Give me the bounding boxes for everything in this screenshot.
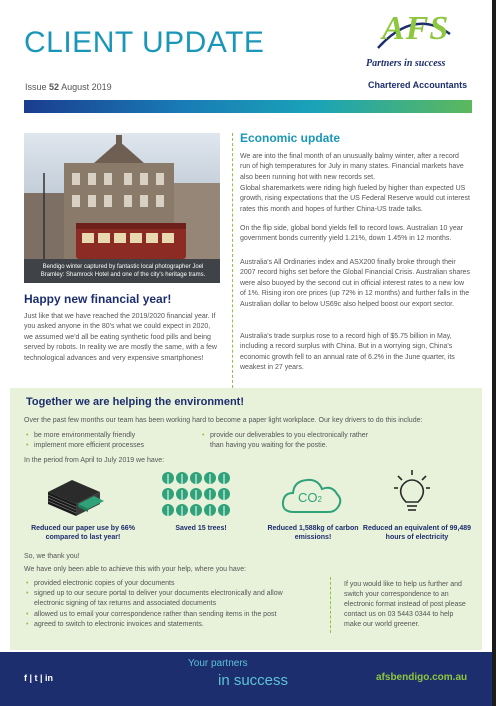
stat-electricity: Reduced an equivalent of 99,489 hours of electricity [362, 525, 472, 541]
footer-slogan-top: Your partners [188, 658, 248, 669]
help-item: • provided electronic copies of your documents [34, 579, 314, 589]
stat-trees: Saved 15 trees! [175, 525, 227, 532]
driver-item: • implement more efficient processes [34, 441, 144, 451]
environment-heading: Together we are helping the environment! [26, 396, 244, 408]
economic-update-heading: Economic update [240, 131, 341, 145]
photo-caption: Bendigo winter captured by fantastic local photographer Joel Bramley: Shamrock Hotel and one of the city's heritage trams. [40, 264, 206, 278]
economic-paragraph: Australia's trade surplus rose to a record high of $5.75 billion in May, including a record surplus with China. But in a worrying sign, China's economic growth fell to an annual rate of 6.2% in the June quarter, its weakest in 27 years. [240, 333, 455, 372]
help-item: • signed up to our secure portal to deliver your documents electronically and allow electronic signing of tax returns and associated documents [34, 589, 314, 609]
column-divider [232, 133, 233, 388]
new-year-heading: Happy new financial year! [24, 292, 172, 306]
stat-carbon: Reduced 1,588kg of carbon emissions! [267, 525, 359, 541]
issue-date: August 2019 [61, 82, 112, 92]
economic-paragraph: Global sharemarkets were riding high fueled by higher than expected US growth, rising expectations that the US Federal Reserve would cut interest rates this month and hopes of further China-US trade talks. [240, 185, 470, 213]
co2-cloud-icon [280, 472, 344, 516]
website-link[interactable]: afsbendigo.com.au [376, 672, 468, 683]
thanks-text: So, we thank you! [24, 553, 80, 560]
stat-paper: Reduced our paper use by 66% compared to last year! [31, 525, 135, 541]
issue-label: Issue [25, 82, 47, 92]
issue-line [25, 82, 112, 92]
lightbulb-icon [394, 470, 430, 518]
driver-item: • provide our deliverables to you electronically rather than having you waiting for the postie. [210, 431, 370, 451]
hotel-tram-image [24, 133, 220, 283]
social-links[interactable]: f | t | in [24, 673, 54, 683]
driver-item: • be more environmentally friendly [34, 431, 135, 441]
new-year-body: Just like that we have reached the 2019/2020 financial year. If you asked anyone in the 80's what we could expect in 2020, we assumed we'd all be eating synthetic food pills and being served by robots. In reality we are mostly the same, with a few technological advances and very expensive smartphones! [24, 313, 217, 362]
bendigo-photo [24, 133, 220, 283]
logo-letters: AFS [382, 10, 450, 47]
trees-icon [160, 470, 232, 520]
help-item: • agreed to switch to electronic invoices and statements. [34, 620, 314, 630]
contact-divider [330, 577, 331, 633]
co2-text: CO [298, 490, 318, 505]
co2-label [298, 490, 322, 505]
environment-intro: Over the past few months our team has been working hard to become a paper light workplace. Our key drivers to do this include: [24, 417, 423, 424]
economic-paragraph: Australia's All Ordinaries index and ASX200 finally broke through their 2007 record highs set before the Global Financial Crisis. Australian shares were also buoyed by the second cut in official interest rates to a new low of 1%. Rising iron ore prices (up 72% in 12 months) and further falls in the Australian dollar to below US69c also helped boost our export sector. [240, 259, 470, 308]
page-title: CLIENT UPDATE [24, 26, 265, 59]
logo-subtitle: Chartered Accountants [368, 80, 468, 90]
period-text: In the period from April to July 2019 we have: [24, 457, 165, 464]
co2-subscript: 2 [317, 495, 322, 504]
help-intro: We have only been able to achieve this with your help, where you have: [24, 566, 247, 573]
economic-paragraph: We are into the final month of an unusually balmy winter, after a record run of high temperatures for July in many states. Financial markets have also been running hot with new records set. [240, 153, 464, 181]
footer-slogan-bottom: in success [218, 672, 289, 689]
paper-stack-icon [44, 470, 106, 518]
economic-paragraph: On the flip side, global bond yields fell to record lows. Australian 10 year government bonds currently yield 1.21%, down 1.45% in 12 months. [240, 225, 463, 243]
help-item: • allowed us to email your correspondence rather than sending items in the post [34, 610, 314, 620]
afs-logo [360, 10, 480, 94]
header [0, 0, 492, 118]
contact-text: If you would like to help us further and switch your correspondence to an electronic format instead of post please contact us on 03 5443 0344 to help make our world greener. [344, 581, 466, 628]
header-gradient-rule [24, 100, 472, 113]
logo-tagline: Partners in success [366, 58, 446, 69]
issue-number: 52 [49, 82, 60, 92]
